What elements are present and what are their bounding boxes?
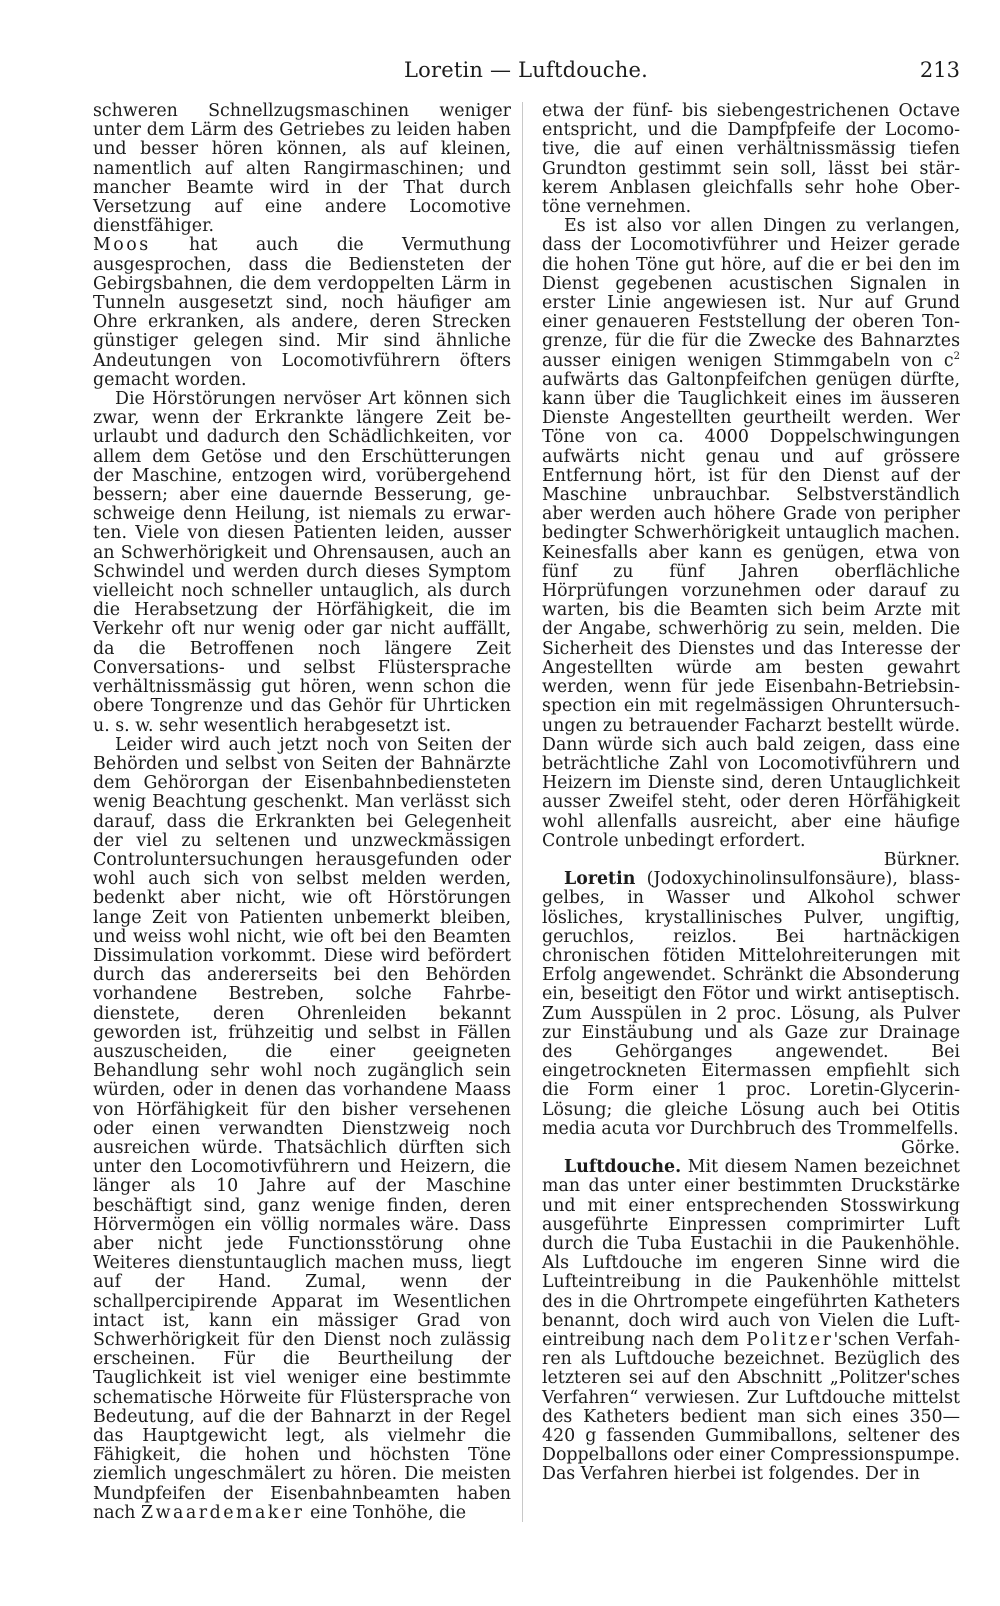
- author-name: Politzer: [746, 1330, 834, 1350]
- entry-heading: Luftdouche.: [564, 1157, 682, 1178]
- column-divider: [522, 102, 523, 1522]
- author-name: Zwaardemaker: [141, 1502, 305, 1523]
- author-signature: Görke.: [900, 1137, 960, 1158]
- author-name: Moos: [93, 235, 151, 256]
- paragraph-text: 'schen Verfahren als Luftdouche bezeichnet. Bezüglich des letzteren sei auf den Abschnitt „Politzer'sches Verfahren“ verwiesen. Zur Luftdouche mittelst des Katheters bedient man sich eines 350—420 g fassenden Gummiballons, seltener des Doppelballons oder einer Compressionspumpe. Das Verfahren hierbei ist folgendes. Der in: [542, 1330, 960, 1485]
- superscript: 2: [953, 350, 960, 362]
- paragraph: schweren Schnellzugsmaschinen weniger unter dem Lärm des Getriebes zu leiden haben und besser hören können, als auf kleinen, namentlich auf alten Rangirmaschinen; und mancher Beamte wird in der That durch Versetzung auf eine andere Locomotive dienstfähiger.: [93, 101, 511, 237]
- author-signature: Bürkner.: [883, 849, 960, 870]
- paragraph-text: Mit diesem Namen bezeichnet man das unter einer bestimmten Druckstärke und mit einer entsprechenden Stosswirkung ausgeführte Einpressen comprimirter Luft durch die Tuba Eustachii in die Paukenhöhle. Als Luftdouche im engeren Sinne wird die Lufteintreibung in die Paukenhöhle mittelst des in die Ohrtrompete eingeführten Katheters benannt, doch wird auch von Vielen die Lufteintreibung nach dem: [542, 1157, 960, 1350]
- paragraph-text: hat auch die Vermuthung ausgesprochen, dass die Bediensteten der Gebirgsbahnen, die dem verdoppelten Lärm in Tunneln ausgesetzt sind, noch häufiger am Ohre erkranken, als andere, deren Strecken günstiger gelegen sind. Mir sind ähnliche Andeutungen von Locomotivführern öfters gemacht worden.: [93, 235, 511, 390]
- running-title: Loretin — Luftdouche.: [404, 58, 648, 82]
- paragraph-text: eine Tonhöhe, die: [304, 1502, 467, 1523]
- entry-loretin: [542, 870, 960, 1139]
- entry-heading: Loretin: [564, 869, 636, 890]
- paragraph: [93, 736, 511, 1523]
- paragraph: Die Hörstörungen nervöser Art können sich zwar, wenn der Erkrankte längere Zeit beurlaubt und dadurch den Schädlichkeiten, vor allem dem Getöse und den Erschütterungen der Maschine, entzogen wird, vorübergehend bessern; aber eine dauernde Besserung, geschweige denn Heilung, ist niemals zu erwarten. Viele von diesen Patienten leiden, ausser an Schwerhörigkeit und Ohrensausen, auch an Schwindel und werden durch dieses Symptom vielleicht noch schneller untauglich, als durch die Herabsetzung der Hörfähigkeit, die im Verkehr oft nur wenig oder gar nicht auffällt, da die Betroffenen noch längere Zeit Conversations- und selbst Flüstersprache verhältnissmässig gut hören, wenn schon die obere Tongrenze und das Gehör für Uhrticken u. s. w. sehr wesentlich herabgesetzt ist.: [93, 389, 511, 736]
- paragraph-text: (Jodoxychinolinsulfonsäure), blassgelbes, in Wasser und Alkohol schwer lösliches, krystallinisches Pulver, ungiftig, geruchlos, reizlos. Bei hartnäckigen chronischen fötiden Mittelohreiterungen mit Erfolg angewendet. Schränkt die Absonderung ein, beseitigt den Fötor und wirkt antiseptisch. Zum Ausspülen in 2 proc. Lösung, als Pulver zur Einstäubung und als Gaze zur Drainage des Gehörganges angewendet. Bei eingetrockneten Eitermassen empfiehlt sich die Form einer 1 proc. Loretin-Glycerin-Lösung; die gleiche Lösung auch bei Otitis media acuta vor Durchbruch des Trommelfells.: [542, 869, 960, 1139]
- paragraph-text: Leider wird auch jetzt noch von Seiten der Behörden und selbst von Seiten der Bahnärzte dem Gehörorgan der Eisenbahnbediensteten wenig Beachtung geschenkt. Man verlässt sich darauf, dass die Erkrankten bei Gelegenheit der viel zu seltenen und unzweckmässigen Controluntersuchungen herausgefunden oder wohl auch sich von selbst melden werden, bedenkt aber nicht, wie oft Hörstörungen lange Zeit von Patienten unbemerkt bleiben, und weiss wohl nicht, wie oft bei den Beamten Dissimulation vorkommt. Diese wird befördert durch das andererseits bei den Behörden vorhandene Bestreben, solche Fahrbedienstete, deren Ohrenleiden bekannt geworden ist, frühzeitig und selbst in Fällen auszuscheiden, die einer geeigneten Behandlung sehr wohl noch zugänglich sein würden, oder in denen das vorhandene Maass von Hörfähigkeit für den bisher versehenen oder einen verwandten Dienstzweig noch ausreichen würde. Thatsächlich dürften sich unter den Locomotivführern und Heizern, die länger als 10 Jahre auf der Maschine beschäftigt sind, ganz wenige finden, deren Hörvermögen ein völlig normales wäre. Dass aber nicht jede Functionsstörung ohne Weiteres dienstuntauglich machen muss, liegt auf der Hand. Zumal, wenn der schallpercipirende Apparat im Wesentlichen intact ist, kann ein mässiger Grad von Schwerhörigkeit für den Dienst noch zulässig erscheinen. Für die Beurtheilung der Tauglichkeit ist viel weniger eine bestimmte schematische Hörweite für Flüstersprache von Bedeutung, auf die der Bahnarzt in der Regel das Hauptgewicht legt, als vielmehr die Fähigkeit, die hohen und höchsten Töne ziemlich ungeschmälert zu hören. Die meisten Mundpfeifen der Eisenbahnbeamten haben nach: [93, 734, 511, 1523]
- paragraph: etwa der fünf- bis siebengestrichenen Octave entspricht, und die Dampfpfeife der Locomotive, die auf einen verhältnissmässig tiefen Grundton gestimmt sein soll, lässt bei stärkerem Anblasen gleichfalls sehr hohe Obertöne vernehmen.: [542, 101, 960, 218]
- paragraph: [542, 217, 960, 851]
- page-header: [92, 54, 960, 90]
- entry-luftdouche: [542, 1158, 960, 1484]
- left-column: [93, 102, 511, 1523]
- page-number: 213: [919, 58, 960, 82]
- paragraph-text: Es ist also vor allen Dingen zu verlangen, dass der Locomotivführer und Heizer gerade die hohen Töne gut höre, auf die er bei den im Dienst gegebenen acustischen Signalen in erster Linie angewiesen ist. Nur auf Grund einer genaueren Feststellung der oberen Tongrenze, für die für die Zwecke des Bahnarztes ausser einigen wenigen Stimmgabeln von c: [542, 216, 960, 371]
- paragraph-text: aufwärts das Galtonpfeifchen genügen dürfte, kann über die Tauglichkeit eines im äusseren Dienste Angestellten geurtheilt werden. Wer Töne von ca. 4000 Doppelschwingungen aufwärts nicht genau und auf grössere Entfernung hört, ist für den Dienst auf der Maschine unbrauchbar. Selbstverständlich aber werden auch höhere Grade von peripher bedingter Schwerhörigkeit untauglich machen. Keinesfalls aber kann es genügen, etwa von fünf zu fünf Jahren oberflächliche Hörprüfungen vorzunehmen oder darauf zu warten, bis die Beamten sich beim Arzte mit der Angabe, schwerhörig zu sein, melden. Die Sicherheit des Dienstes und das Interesse der Angestellten würde am besten gewahrt werden, wenn für jede Eisenbahn-Betriebsinspection ein mit regelmässigen Ohruntersuchungen zu betrauender Facharzt bestellt würde. Dann würde sich auch bald zeigen, dass eine beträchtliche Zahl von Locomotivführern und Heizern im Dienste sind, deren Untauglichkeit ausser Zweifel steht, oder deren Hörfähigkeit wohl allenfalls ausreicht, aber eine häufige Controle unbedingt erfordert.: [542, 369, 961, 851]
- paragraph: [93, 236, 511, 390]
- right-column: [542, 102, 960, 1485]
